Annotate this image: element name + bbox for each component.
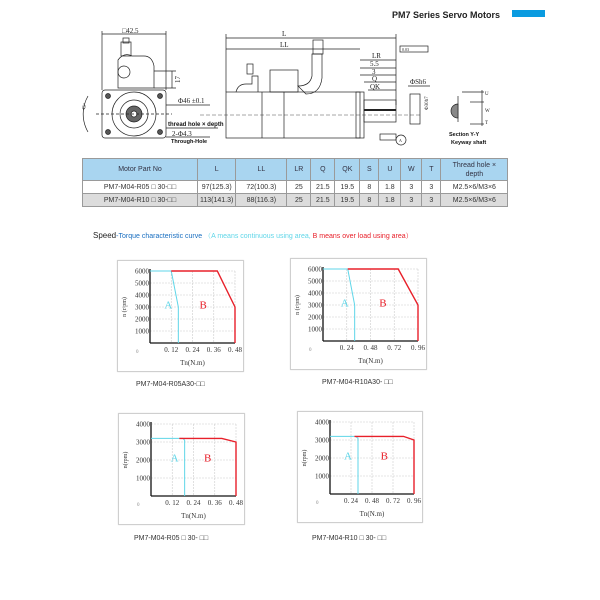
cell-T: 3 (422, 194, 441, 207)
y-tick-label: 3000 (315, 436, 329, 445)
y-tick-label: 4000 (315, 418, 329, 427)
y-axis-label: n (r/pm) (122, 297, 128, 317)
x-axis-label: Tn(N.m) (180, 359, 205, 367)
y-tick-label: 1000 (135, 327, 149, 336)
x-tick-label: 0. 12 (164, 346, 179, 354)
x-tick-label: 0. 96 (407, 497, 421, 505)
x-tick-label: 0. 96 (411, 344, 425, 352)
series-A (330, 436, 358, 494)
cell-W: 3 (401, 181, 422, 194)
height-dim-label: 17 (174, 76, 182, 83)
header-accent-bar (512, 10, 545, 17)
svg-text:0: 0 (137, 503, 140, 508)
cell-U: 1.8 (379, 181, 401, 194)
area-label-A: A (340, 297, 349, 310)
spec-table (82, 158, 508, 207)
x-tick-label: 0. 12 (165, 499, 180, 507)
cell-L: 97(125.3) (198, 181, 236, 194)
col-header-LR: LR (287, 159, 311, 181)
table-row (83, 194, 508, 207)
area-label-B: B (380, 450, 388, 463)
chart-caption: PM7-M04-R05A30-□□ (136, 381, 205, 388)
y-tick-label: 2000 (135, 315, 149, 324)
cell-thread: M2.5×6/M3×6 (441, 181, 508, 194)
dimension-drawing (60, 28, 530, 153)
cell-S: 8 (360, 194, 379, 207)
y-tick-label: 4000 (135, 291, 149, 300)
x-tick-label: 0. 48 (228, 346, 242, 354)
section-subtitle: Keyway shaft (451, 140, 487, 146)
speed-torque-heading: Speed-Torque characteristic curve （A means continuous using area, B means over load using area） (93, 231, 413, 240)
series-B (355, 436, 415, 494)
cell-QK: 19.5 (335, 194, 360, 207)
y-tick-label: 2000 (315, 454, 329, 463)
cell-S: 8 (360, 181, 379, 194)
y-tick-label: 1000 (308, 325, 322, 334)
spigot-dia-label: Φ30h7 (425, 96, 430, 110)
area-label-A: A (170, 452, 179, 465)
y-tick-label: 1000 (136, 474, 150, 483)
pilot-dia-label: Φ46 ±0.1 (178, 97, 205, 105)
chart-caption: PM7-M04-R10 □ 30- □□ (312, 535, 387, 542)
area-label-B: B (199, 299, 207, 312)
area-a-note: A means continuous using area, (211, 233, 311, 240)
col-header-Q: Q (311, 159, 335, 181)
x-tick-label: 0. 24 (185, 346, 200, 354)
y-tick-label: 3000 (135, 303, 149, 312)
svg-text:0: 0 (316, 501, 319, 506)
x-tick-label: 0. 36 (206, 346, 221, 354)
y-tick-label: 3000 (136, 438, 150, 447)
dim-LL-label: LL (280, 41, 289, 49)
y-tick-label: 3000 (308, 301, 322, 310)
speed-torque-chart-r10a (290, 258, 427, 370)
speed-torque-chart-r05a (117, 260, 244, 372)
y-tick-label: 1000 (315, 472, 329, 481)
area-b-note: B means over load using area (312, 233, 406, 240)
y-tick-label: 5000 (135, 279, 149, 288)
shaft-dia-label: ΦSh6 (410, 78, 427, 86)
area-label-A: A (344, 450, 352, 463)
cell-part-no: PM7-M04-R05 □ 30-□□ (83, 181, 198, 194)
x-tick-label: 0. 72 (387, 344, 402, 352)
cell-part-no: PM7-M04-R10 □ 30-□□ (83, 194, 198, 207)
svg-text:0: 0 (136, 350, 139, 355)
col-header-S: S (360, 159, 379, 181)
y-tick-label: 2000 (136, 456, 150, 465)
cell-W: 3 (401, 194, 422, 207)
dim-U-label: U (485, 92, 489, 97)
dim-Q-label: Q (372, 75, 378, 83)
speed-torque-chart-r10 (297, 411, 423, 523)
speed-label: Speed (93, 231, 117, 240)
x-axis-label: Tn(N.m) (358, 357, 383, 365)
cell-LR: 25 (287, 194, 311, 207)
y-tick-label: 6000 (135, 267, 149, 276)
y-tick-label: 6000 (308, 265, 322, 274)
x-tick-label: 0. 24 (339, 344, 354, 352)
cell-Q: 21.5 (311, 181, 335, 194)
col-header-thread: Thread hole × depth (441, 159, 508, 181)
col-header-U: U (379, 159, 401, 181)
col-header-QK: QK (335, 159, 360, 181)
speed-torque-chart-r05 (118, 413, 245, 525)
dim-QK-label: QK (370, 83, 381, 91)
dim-3-label: 3 (372, 68, 376, 76)
x-tick-label: 0. 48 (229, 499, 243, 507)
svg-text:0: 0 (309, 348, 312, 353)
cell-T: 3 (422, 181, 441, 194)
col-header-L: L (198, 159, 236, 181)
cell-L: 113(141.3) (198, 194, 236, 207)
cell-U: 1.8 (379, 194, 401, 207)
x-tick-label: 0. 24 (344, 497, 358, 505)
y-tick-label: 4000 (136, 420, 150, 429)
table-header-row (83, 159, 508, 181)
x-tick-label: 0. 24 (186, 499, 201, 507)
angle-label: 45° (81, 102, 89, 112)
y-axis-label: n (r/pm) (295, 295, 301, 315)
dim-T-label: T (485, 121, 489, 126)
area-label-A: A (164, 299, 173, 312)
series-A (151, 438, 185, 496)
through-hole-label: Through-Hole (171, 139, 208, 145)
y-axis-label: n(rpm) (302, 449, 308, 467)
col-header-LL: LL (236, 159, 287, 181)
front-view (82, 28, 224, 145)
dim-W-label: W (485, 109, 490, 114)
cell-Q: 21.5 (311, 194, 335, 207)
datum-label: A (399, 138, 402, 143)
x-tick-label: 0. 72 (386, 497, 400, 505)
cell-LL: 88(116.3) (236, 194, 287, 207)
cell-LR: 25 (287, 181, 311, 194)
section-view (449, 90, 490, 146)
dim-55-label: 5.5 (370, 60, 379, 68)
thread-hole-label: thread hole × depth (168, 122, 224, 128)
dim-LR-label: LR (372, 52, 381, 60)
y-tick-label: 5000 (308, 277, 322, 286)
chart-caption: PM7-M04-R05 □ 30- □□ (134, 535, 209, 542)
y-axis-label: n(rpm) (123, 451, 129, 469)
x-tick-label: 0. 36 (207, 499, 222, 507)
table-row (83, 181, 508, 194)
col-header-T: T (422, 159, 441, 181)
cell-thread: M2.5×6/M3×6 (441, 194, 508, 207)
x-axis-label: Tn(N.m) (181, 512, 206, 520)
page-title: PM7 Series Servo Motors (392, 10, 501, 20)
y-tick-label: 4000 (308, 289, 322, 298)
hole-label: 2-Φ4.3 (172, 130, 192, 138)
square-dim-label: □42.5 (122, 28, 139, 35)
col-header-part-no: Motor Part No (83, 159, 198, 181)
col-header-W: W (401, 159, 422, 181)
cell-QK: 19.5 (335, 181, 360, 194)
dim-L-label: L (282, 30, 287, 38)
chart-caption: PM7-M04-R10A30- □□ (322, 379, 393, 386)
x-axis-label: Tn(N.m) (359, 510, 385, 518)
x-tick-label: 0. 48 (363, 344, 378, 352)
series-B (179, 438, 236, 496)
runout-tolerance: 0.03 (402, 47, 409, 52)
side-view (200, 30, 430, 145)
y-tick-label: 2000 (308, 313, 322, 322)
curve-title: Torque characteristic curve (118, 233, 203, 240)
x-tick-label: 0. 48 (365, 497, 379, 505)
section-title: Section Y-Y (449, 132, 480, 138)
area-label-B: B (203, 452, 212, 465)
cell-LL: 72(100.3) (236, 181, 287, 194)
area-label-B: B (379, 297, 387, 310)
